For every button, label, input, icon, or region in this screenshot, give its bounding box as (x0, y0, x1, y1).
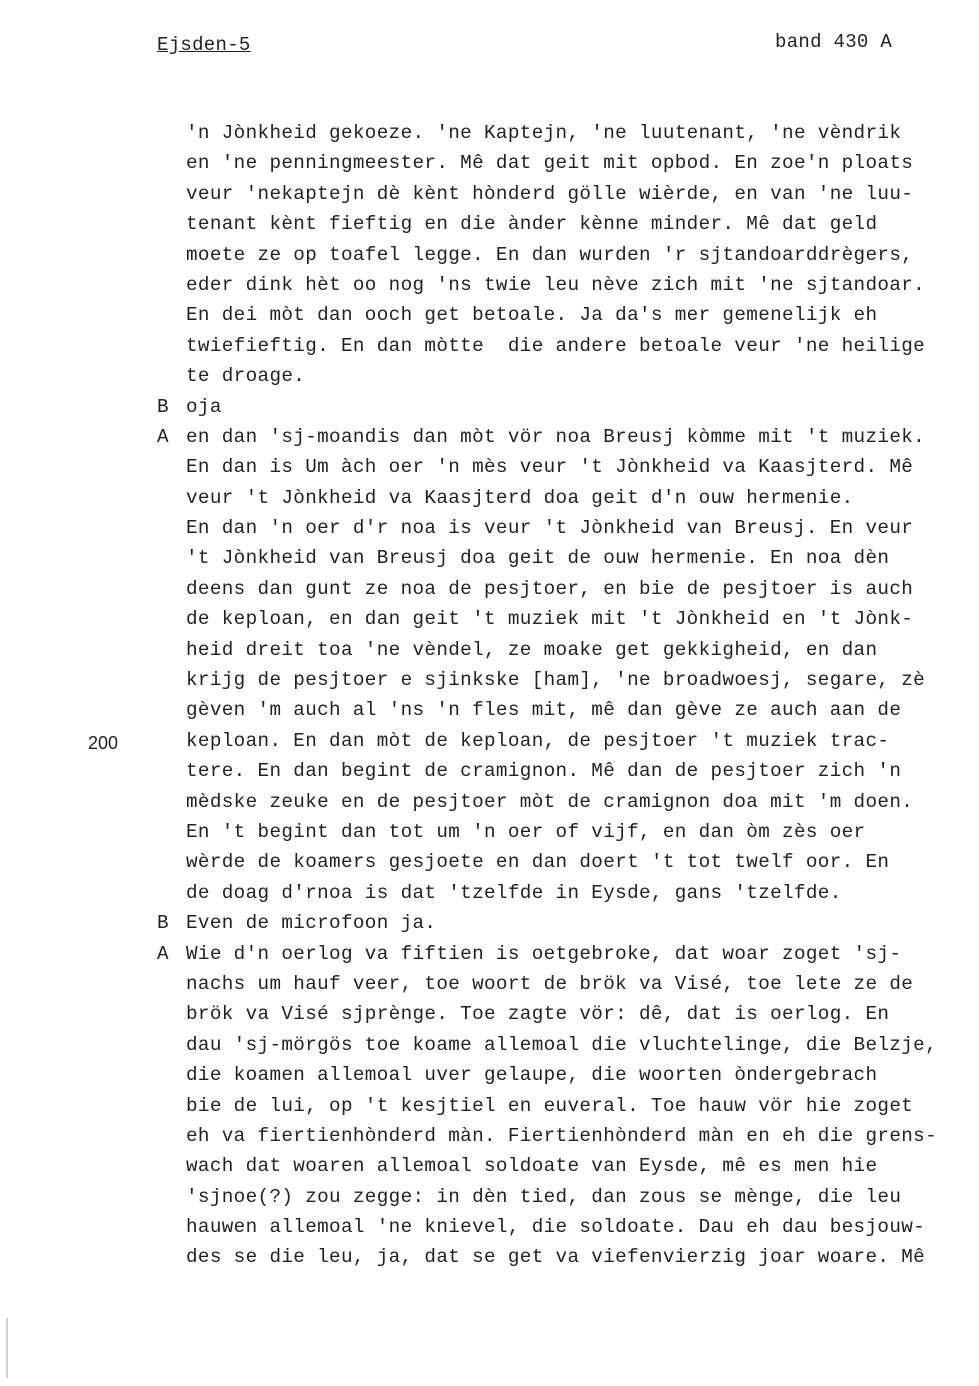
transcript-line (157, 361, 969, 391)
transcript-line (157, 847, 969, 877)
line-text: En dan 'n oer d'r noa is veur 't Jònkheid van Breusj. En veur (186, 517, 914, 540)
transcript-line (157, 543, 969, 573)
line-text: tere. En dan begint de cramignon. Mê dan de pesjtoer zich 'n (186, 760, 902, 783)
line-text: de keploan, en dan geit 't muziek mit 't Jònkheid en 't Jònk- (186, 608, 914, 631)
transcript-line (157, 787, 969, 817)
line-text: heid dreit toa 'ne vèndel, ze moake get gekkigheid, en dan (186, 638, 878, 661)
transcript-line (157, 756, 969, 786)
transcript-line (157, 422, 969, 452)
page-header-left (157, 34, 251, 56)
line-number-marker: 200 (88, 733, 119, 753)
transcript-line (157, 908, 969, 938)
transcript-line (157, 574, 969, 604)
line-text: te droage. (186, 365, 306, 388)
transcript-line (157, 300, 969, 330)
transcript-line (157, 209, 969, 239)
line-text: wach dat woaren allemoal soldoate van Eysde, mê es men hie (186, 1155, 878, 1178)
speaker-label: A (157, 942, 169, 965)
header-title: Ejsden-5 (157, 34, 251, 56)
speaker-label: B (157, 395, 169, 418)
line-text: die koamen allemoal uver gelaupe, die woorten òndergebrach (186, 1064, 878, 1087)
margin-scan-mark (6, 1318, 8, 1378)
transcript-line (157, 1030, 969, 1060)
transcript-line (157, 817, 969, 847)
line-text: deens dan gunt ze noa de pesjtoer, en bie de pesjtoer is auch (186, 577, 914, 600)
line-text: brök va Visé sjprènge. Toe zagte vör: dê, dat is oerlog. En (186, 1003, 890, 1026)
transcript-line (157, 483, 969, 513)
transcript-line (157, 148, 969, 178)
line-text: mèdske zeuke en de pesjtoer mòt de cramignon doa mit 'm doen. (186, 790, 914, 813)
line-text: wèrde de koamers gesjoete en dan doert 't tot twelf oor. En (186, 851, 890, 874)
line-text: tenant kènt fieftig en die ànder kènne minder. Mê dat geld (186, 213, 878, 236)
line-text: 'sjnoe(?) zou zegge: in dèn tied, dan zous se mènge, die leu (186, 1185, 902, 1208)
line-text: dau 'sj-mörgös toe koame allemoal die vluchtelinge, die Belzje, (186, 1033, 937, 1056)
transcript-line (157, 1060, 969, 1090)
transcript-line (157, 999, 969, 1029)
line-text: En dan is Um àch oer 'n mès veur 't Jònkheid va Kaasjterd. Mê (186, 456, 914, 479)
line-text: bie de lui, op 't kesjtiel en euveral. Toe hauw vör hie zoget (186, 1094, 914, 1117)
transcript-line (157, 392, 969, 422)
line-text: hauwen allemoal 'ne knievel, die soldoate. Dau eh dau besjouw- (186, 1216, 926, 1239)
line-text: En dei mòt dan ooch get betoale. Ja da's mer gemenelijk eh (186, 304, 878, 327)
transcript-line (157, 513, 969, 543)
speaker-label: B (157, 912, 169, 935)
line-text: krijg de pesjtoer e sjinkske [ham], 'ne broadwoesj, segare, zè (186, 669, 926, 692)
line-text: en dan 'sj-moandis dan mòt vör noa Breusj kòmme mit 't muziek. (186, 425, 926, 448)
transcript-line (157, 1182, 969, 1212)
line-text: de doag d'rnoa is dat 'tzelfde in Eysde, gans 'tzelfde. (186, 881, 842, 904)
transcript-line (157, 240, 969, 270)
line-text: oja (186, 395, 222, 418)
line-text: des se die leu, ja, dat se get va viefenvierzig joar woare. Mê (186, 1246, 926, 1269)
transcript-line (157, 604, 969, 634)
line-text: 'n Jònkheid gekoeze. 'ne Kaptejn, 'ne luutenant, 'ne vèndrik (186, 122, 902, 144)
transcript-body (157, 118, 969, 1273)
line-text: En 't begint dan tot um 'n oer of vijf, en dan òm zès oer (186, 820, 866, 843)
line-text: gèven 'm auch al 'ns 'n fles mit, mê dan gève ze auch aan de (186, 699, 902, 722)
transcript-line (157, 1242, 969, 1272)
speaker-label: A (157, 425, 169, 448)
transcript-line (157, 270, 969, 300)
transcript-line (157, 726, 969, 756)
line-text: veur 'nekaptejn dè kènt hònderd gölle wièrde, en van 'ne luu- (186, 182, 914, 205)
transcript-line (157, 939, 969, 969)
line-text: eder dink hèt oo nog 'ns twie leu nève zich mit 'ne sjtandoar. (186, 273, 926, 296)
transcript-line (157, 635, 969, 665)
line-text: twiefieftig. En dan mòtte die andere betoale veur 'ne heilige (186, 334, 926, 357)
line-text: eh va fiertienhònderd màn. Fiertienhònderd màn en eh die grens- (186, 1124, 937, 1147)
transcript-line (157, 1212, 969, 1242)
line-text: Wie d'n oerlog va fiftien is oetgebroke, dat woar zoget 'sj- (186, 942, 902, 965)
transcript-line (157, 118, 969, 148)
line-text: keploan. En dan mòt de keploan, de pesjtoer 't muziek trac- (186, 729, 890, 752)
transcript-line (157, 1121, 969, 1151)
line-text: veur 't Jònkheid va Kaasjterd doa geit d'n ouw hermenie. (186, 486, 854, 509)
line-text: Even de microfoon ja. (186, 912, 437, 935)
transcript-line (157, 331, 969, 361)
transcript-line (157, 1091, 969, 1121)
transcript-line (157, 878, 969, 908)
transcript-line (157, 179, 969, 209)
transcript-line (157, 452, 969, 482)
transcript-line (157, 695, 969, 725)
page-header-right: band 430 A (775, 31, 893, 53)
transcript-line (157, 665, 969, 695)
transcript-line (157, 969, 969, 999)
line-text: nachs um hauf veer, toe woort de brök va Visé, toe lete ze de (186, 972, 914, 995)
line-text: en 'ne penningmeester. Mê dat geit mit opbod. En zoe'n ploats (186, 152, 914, 175)
line-text: 't Jònkheid van Breusj doa geit de ouw hermenie. En noa dèn (186, 547, 890, 570)
transcript-line (157, 1151, 969, 1181)
line-text: moete ze op toafel legge. En dan wurden 'r sjtandoarddrègers, (186, 243, 914, 266)
